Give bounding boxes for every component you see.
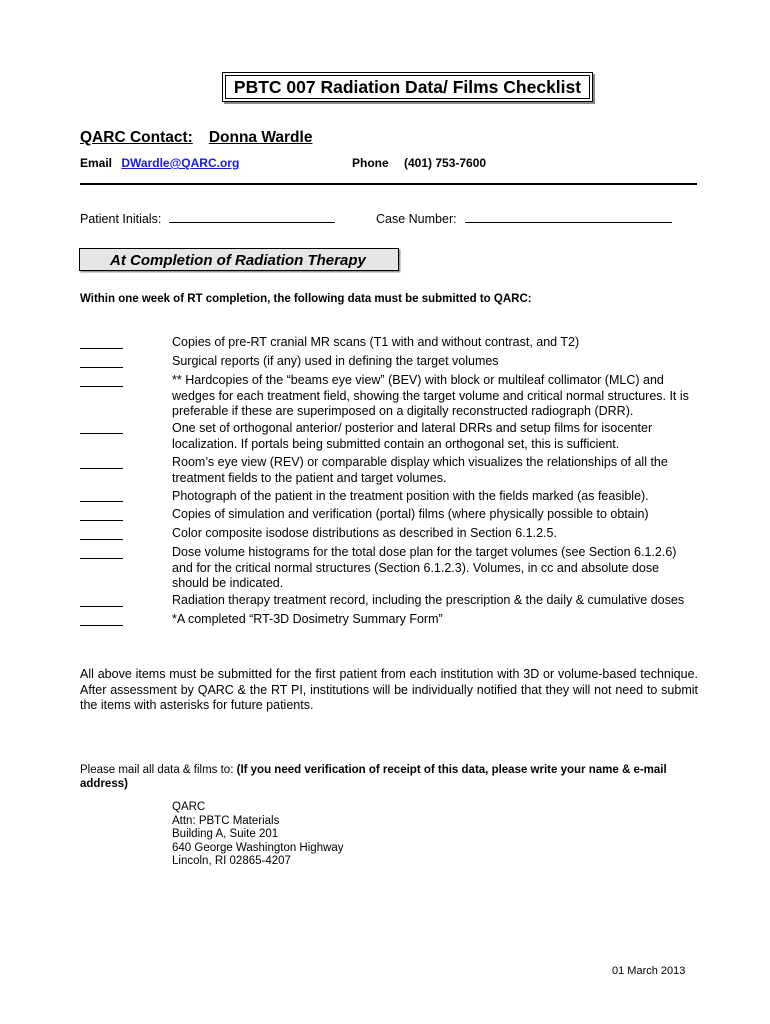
address-line: 640 George Washington Highway — [172, 841, 344, 854]
checklist-item-6: Photograph of the patient in the treatment position with the fields marked (as feasible). — [172, 489, 649, 503]
case-number-field — [376, 210, 672, 226]
checklist-blank-6[interactable] — [80, 501, 123, 502]
contact-name: Donna Wardle — [208, 129, 313, 146]
checklist-item-9: Dose volume histograms for the total dose plan for the target volumes (see Section 6.1.2.6) and for the critical normal structures (Section 6.1.2.3). Volumes, in cc and absolute dose should be indicated. — [172, 545, 677, 591]
phone-label: Phone — [352, 156, 389, 170]
checklist-item-1: Copies of pre-RT cranial MR scans (T1 with and without contrast, and T2) — [172, 335, 580, 349]
page-title-box — [222, 72, 593, 102]
checklist-item-8: Color composite isodose distributions as described in Section 6.1.2.5. — [172, 526, 557, 540]
address-line: Attn: PBTC Materials — [172, 814, 280, 827]
mail-lead: Please mail all data & films to: — [80, 764, 234, 776]
address-line: Lincoln, RI 02865-4207 — [172, 855, 291, 867]
contact-label: QARC Contact: — [80, 129, 193, 146]
page-title: PBTC 007 Radiation Data/ Films Checklist — [233, 76, 582, 97]
patient-initials-field — [80, 210, 335, 226]
checklist-blank-11[interactable] — [80, 625, 123, 626]
phone-value: (401) 753-7600 — [404, 156, 487, 170]
checklist-blank-2[interactable] — [80, 367, 123, 368]
address-line: QARC — [172, 801, 206, 813]
checklist-item-7: Copies of simulation and verification (portal) films (where physically possible to obtain) — [172, 507, 649, 521]
mail-emphasis: (If you need verification of receipt of this data, please write your name & e-mail address) — [80, 764, 667, 790]
checklist-blank-4[interactable] — [80, 433, 123, 434]
document-date: 01 March 2013 — [612, 965, 686, 977]
checklist-blank-9[interactable] — [80, 558, 123, 559]
checklist-blank-7[interactable] — [80, 520, 123, 521]
intro-text: Within one week of RT completion, the following data must be submitted to QARC: — [80, 293, 532, 305]
checklist-item-5: Room’s eye view (REV) or comparable display which visualizes the relationships of all the treatment fields to the patient and target volumes. — [172, 455, 668, 485]
qarc-contact — [80, 129, 312, 147]
checklist-item-2: Surgical reports (if any) used in defining the target volumes — [172, 354, 499, 368]
checklist-item-11: *A completed “RT-3D Dosimetry Summary Form” — [172, 612, 443, 626]
address-line: Building A, Suite 201 — [172, 828, 279, 840]
phone-row — [352, 156, 486, 170]
submission-note: All above items must be submitted for the first patient from each institution with 3D or volume-based technique. After assessment by QARC & the RT PI, institutions will be individually notified that they will not need to submit the items with asterisks for future patients. — [80, 667, 698, 713]
email-label: Email — [80, 156, 113, 170]
email-link[interactable]: DWardle@QARC.org — [121, 156, 240, 170]
checklist-blank-1[interactable] — [80, 348, 123, 349]
checklist-blank-10[interactable] — [80, 606, 123, 607]
header-divider — [80, 183, 697, 185]
patient-initials-input[interactable] — [169, 210, 335, 223]
checklist-blank-5[interactable] — [80, 468, 123, 469]
mail-instructions — [80, 763, 680, 791]
checklist-item-4: One set of orthogonal anterior/ posterior and lateral DRRs and setup films for isocenter localization. If portals being submitted contain an orthogonal set, this is sufficient. — [172, 421, 653, 451]
checklist-item-10: Radiation therapy treatment record, including the prescription & the daily & cumulative doses — [172, 593, 685, 607]
section-header — [79, 248, 399, 271]
checklist-blank-8[interactable] — [80, 539, 123, 540]
checklist-blank-3[interactable] — [80, 386, 123, 387]
checklist-item-3: ** Hardcopies of the “beams eye view” (BEV) with block or multileaf collimator (MLC) and wedges for each treatment field, showing the target volume and critical normal structures. It is preferable if these are superimposed on a digitally reconstructed radiograph (DRR). — [172, 373, 689, 419]
section-title: At Completion of Radiation Therapy — [110, 252, 366, 269]
mailing-address — [172, 801, 344, 869]
case-number-label: Case Number: — [376, 212, 457, 226]
patient-initials-label: Patient Initials: — [80, 212, 162, 226]
case-number-input[interactable] — [465, 210, 672, 223]
email-row — [80, 156, 239, 170]
